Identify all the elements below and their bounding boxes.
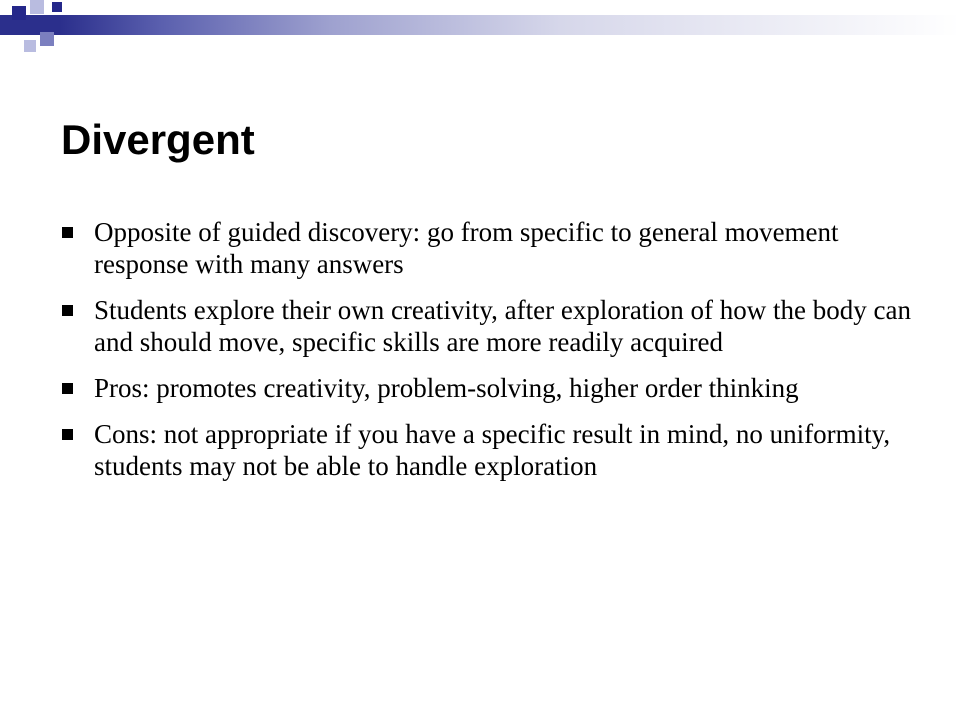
- decorative-square-dark-small: [52, 2, 62, 12]
- bullet-item: [62, 216, 912, 280]
- bullet-text: Students explore their own creativity, after exploration of how the body can and should move, specific skills are more readily acquired: [94, 295, 912, 357]
- header-gradient-band: [0, 15, 960, 35]
- slide-title: Divergent: [61, 116, 255, 163]
- bullet-item: [62, 418, 912, 482]
- bullet-text: Cons: not appropriate if you have a specific result in mind, no uniformity, students may not be able to handle exploration: [94, 419, 891, 481]
- bullet-list: [62, 216, 912, 496]
- decorative-square-dark: [12, 6, 26, 20]
- decorative-square-mid: [40, 32, 54, 46]
- decorative-square-light: [30, 0, 44, 14]
- square-bullet-icon: [62, 383, 73, 394]
- bullet-text: Pros: promotes creativity, problem-solving, higher order thinking: [94, 373, 799, 403]
- bullet-item: [62, 294, 912, 358]
- decorative-square-light-small: [24, 40, 36, 52]
- square-bullet-icon: [62, 305, 73, 316]
- square-bullet-icon: [62, 227, 73, 238]
- square-bullet-icon: [62, 429, 73, 440]
- bullet-item: [62, 372, 912, 404]
- bullet-text: Opposite of guided discovery: go from specific to general movement response with many answers: [94, 217, 839, 279]
